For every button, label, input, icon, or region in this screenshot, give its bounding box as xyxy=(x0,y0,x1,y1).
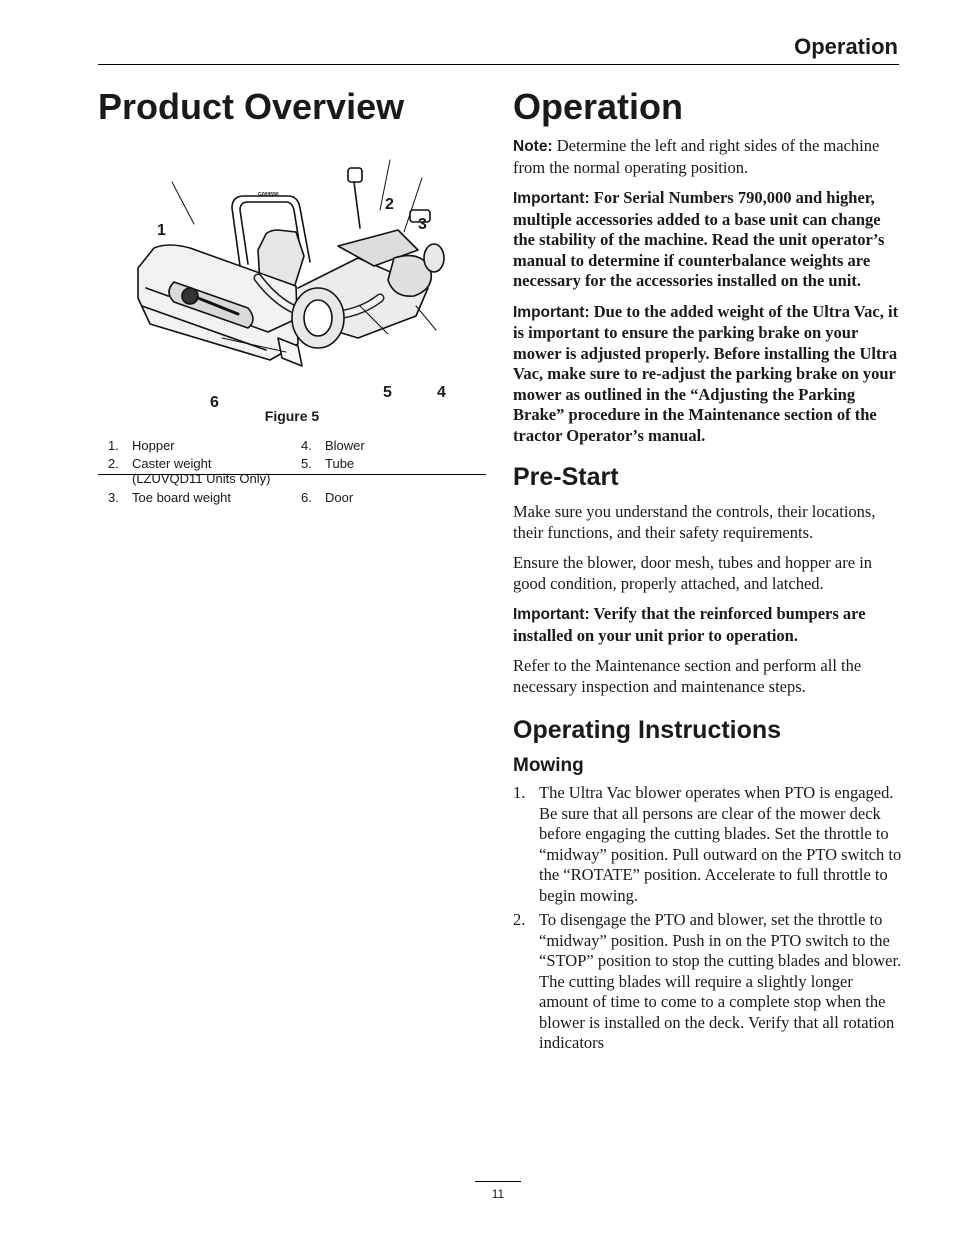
left-column xyxy=(98,84,486,508)
legend-item: 3. Toe board weight xyxy=(108,490,232,505)
pre-start-paragraph-3: Refer to the Maintenance section and perform all the necessary inspection and maintenance steps. xyxy=(513,656,862,696)
callout-6: 6 xyxy=(210,394,219,411)
legend-item: 2. Caster weight (LZUVQD11 Units Only) xyxy=(108,456,271,486)
figure-rule xyxy=(98,474,486,475)
figure-5 xyxy=(98,138,486,411)
note-paragraph xyxy=(513,136,903,178)
note-label: Note: xyxy=(513,138,553,155)
operation-heading: Operation xyxy=(513,86,684,127)
figure-legend xyxy=(98,438,486,508)
callout-4: 4 xyxy=(437,384,446,401)
important-text: For Serial Numbers 790,000 and higher, multiple accessories added to a base unit can change the stability of the machine. Read the unit operator’s manual to determine if counterbalance weights are necessary for the accessories installed on the unit. xyxy=(513,188,885,290)
legend-item: 4. Blower xyxy=(301,438,365,453)
header-rule xyxy=(98,64,899,65)
note-text: Determine the left and right sides of the machine from the normal operating position. xyxy=(513,136,880,177)
callout-2: 2 xyxy=(385,196,394,213)
footer-rule xyxy=(475,1181,521,1182)
page-number: 11 xyxy=(491,1187,505,1201)
important-paragraph-serial xyxy=(513,188,903,292)
running-header: Operation xyxy=(794,34,898,59)
legend-item: 1. Hopper xyxy=(108,438,175,453)
pre-start-paragraph-1: Make sure you understand the controls, their locations, their functions, and their safety requirements. xyxy=(513,502,876,542)
figure-id: G009590 xyxy=(258,192,279,198)
important-label: Important: xyxy=(513,303,590,321)
important-label: Important: xyxy=(513,606,590,623)
important-text: Verify that the reinforced bumpers are installed on your unit prior to operation. xyxy=(513,604,866,645)
important-label: Important: xyxy=(513,190,590,207)
right-column xyxy=(513,84,903,1058)
callout-3: 3 xyxy=(418,216,427,233)
list-item: 1. The Ultra Vac blower operates when PTO is engaged. Be sure that all persons are clear of the mower deck before engaging the cutting blades. Set the throttle to “midway” position. Pull outward on the PTO switch to the “ROTATE” position. Accelerate to full throttle to begin mowing. xyxy=(513,783,902,905)
figure-caption: Figure 5 xyxy=(264,408,320,424)
mowing-subheading: Mowing xyxy=(513,755,584,776)
operating-instructions-heading: Operating Instructions xyxy=(513,716,782,744)
legend-item: 6. Door xyxy=(301,490,354,505)
list-item: 2. To disengage the PTO and blower, set the throttle to “midway” position. Push in on the PTO switch to the “STOP” position to stop the cutting blades and blower. The cutting blades will require a slightly longer amount of time to come to a complete stop when the blower is installed on the deck. Verify that all rotation indicators xyxy=(513,910,902,1052)
mower-illustration xyxy=(98,138,486,378)
legend-item: 5. Tube xyxy=(301,456,355,471)
pre-start-heading: Pre-Start xyxy=(513,463,619,491)
important-text: Due to the added weight of the Ultra Vac, it is important to ensure the parking brake on your mower is adjusted properly. Before installing the Ultra Vac, make sure to re-adjust the parking brake on your mower as outlined in the “Adjusting the Parking Brake” procedure in the Maintenance section of the tractor Operator’s manual. xyxy=(513,301,899,445)
callout-1: 1 xyxy=(157,222,166,239)
callout-5: 5 xyxy=(383,384,392,401)
mowing-steps xyxy=(513,783,903,1054)
product-overview-heading: Product Overview xyxy=(98,86,405,127)
important-paragraph-bumpers xyxy=(513,604,903,646)
caster-wheel xyxy=(424,244,444,272)
pre-start-paragraph-2: Ensure the blower, door mesh, tubes and hopper are in good condition, properly attached, and latched. xyxy=(513,553,873,593)
important-paragraph-brake xyxy=(513,302,903,447)
